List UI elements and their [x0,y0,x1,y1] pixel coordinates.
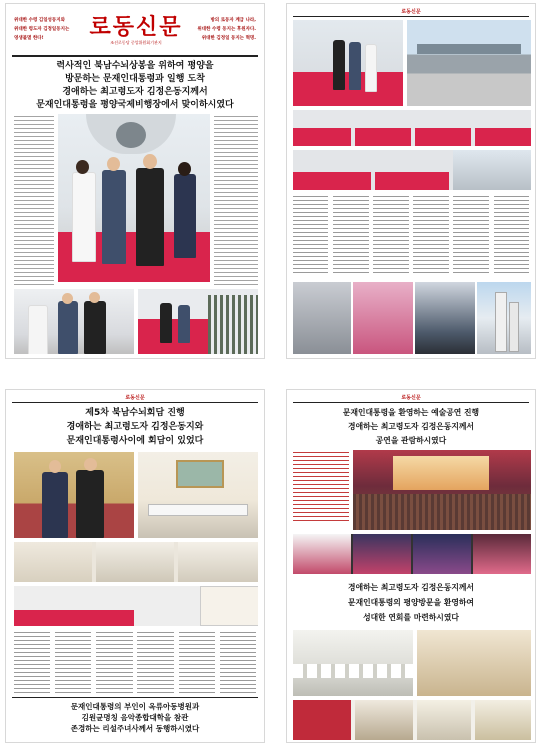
article-columns [14,632,256,694]
masthead-slogan-right: 방의 로동자 계급 나라, 위대한 수령 동지는 후원자다. 위대한 김정일 동지는 혁명. [197,18,256,41]
person-head [76,160,89,174]
page-header-brand: 로동신문 [401,395,421,401]
photo-city-skyline [477,282,531,354]
photo-car-parade [415,282,475,354]
wall-painting [176,460,224,488]
page-header-brand: 로동신문 [125,395,145,401]
newspaper-page-3 [5,389,265,743]
main-photo-airport-greeting [58,114,210,282]
masthead [84,14,188,56]
article-column [293,452,349,524]
aircraft-engine-intake [116,122,146,148]
photo-banquet-hall [293,630,413,696]
photo-strip-row-1 [293,110,531,146]
honor-guard-soldiers [208,295,258,354]
masthead-slogan-left: 위대한 수령 김일성동지와 위대한 령도자 김정일동지는 영생불멸 한다! [14,18,70,41]
page4-headline: 문재인대통령을 환영하는 예술공연 진행 경애하는 최고령도자 김정은동지께서 공연을 관람하시였다 [342,408,480,445]
theater-audience [353,494,531,530]
photo-summit-handshake [14,452,134,538]
person-head [178,162,191,176]
page3-headline: 제5차 북남수뇌회담 진행 경애하는 최고령도자 김정은동지와 문재인대통령사이에 회담이 있었다 [66,408,204,446]
photo-strip-row [14,542,258,582]
page3-bottom-headline: 문재인대통령의 부인이 옥류아동병원과 김원균명칭 음악종합대학을 참관 존경하는 리설주녀사께서 동행하시였다 [70,702,200,733]
photo-strip-row-2 [293,150,531,190]
front-headline: 력사적인 북남수뇌상봉을 위하여 평양을 방문하는 문재인대통령과 일행 도착 경애하는 최고령도자 김정은동지께서 문재인대통령을 평양국제비행장에서 맞이하시였다 [36,61,234,110]
photo-art-performance [353,450,531,530]
person-head [107,157,120,171]
newspaper-front-page [5,3,265,359]
page-header-strip [293,393,529,403]
person-in-dark-dress [174,174,196,258]
page-header-brand: 로동신문 [401,9,421,15]
photo-airport-walk [293,20,403,106]
photo-strip-row [14,586,258,626]
photo-summit-talks-table [138,452,258,538]
photo-handshake [14,289,134,354]
theater-stage [393,456,489,490]
page-header-strip [293,7,529,17]
article-columns [293,196,529,276]
masthead-subtitle: 조선로동당 중앙위원회기관지 [110,40,162,45]
page-header-strip [12,393,258,403]
page4-mid-headline: 경애하는 최고령도자 김정은동지께서 문재인대통령의 평양방문을 환영하여 성대한 연회를 마련하시였다 [348,583,474,622]
photo-crowd-welcome [353,282,413,354]
photo-banquet-guests [417,630,531,696]
newspaper-page-2 [286,3,536,359]
masthead-rule [12,55,258,57]
section-rule [12,697,258,698]
person-in-navy-suit [102,170,126,264]
guestbook [200,586,258,626]
article-column [214,116,258,286]
article-column [14,116,54,286]
person-in-white-suit [72,172,96,262]
person-head [143,154,157,169]
photo-motorcade [293,282,351,354]
photo-strip-row [293,534,531,574]
photo-honor-guard [138,289,258,354]
banquet-tables [293,664,413,678]
photo-airport-terminal [407,20,531,106]
newspaper-page-4 [286,389,536,743]
photo-strip-row [293,700,531,740]
person-in-black-suit [136,168,164,266]
masthead-title: 로동신문 [89,14,183,40]
conference-table [148,504,248,516]
